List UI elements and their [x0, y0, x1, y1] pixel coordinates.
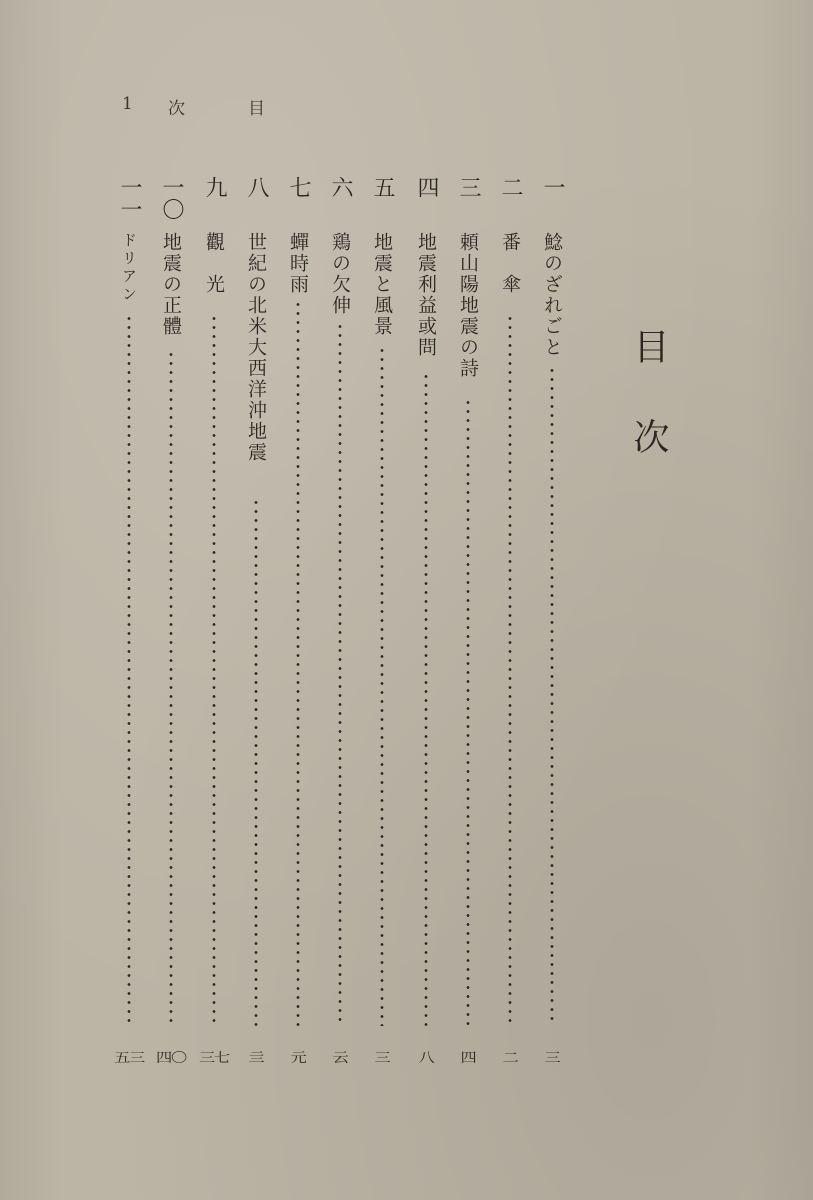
toc-entry-number: 一一 — [117, 176, 142, 220]
toc-leader-dots — [380, 346, 384, 1026]
toc-entry — [495, 176, 525, 1066]
toc-leader-dots — [169, 350, 173, 1026]
toc-leader-dots — [338, 322, 342, 1026]
toc-entry — [114, 176, 144, 1066]
toc-entry-title: 地震利益或問 — [415, 232, 437, 358]
toc-entry-number: 七 — [286, 176, 311, 198]
toc-entry-number: 九 — [202, 176, 227, 198]
toc-entry — [325, 176, 355, 1066]
toc-entry-page: 五三 — [113, 1051, 144, 1066]
toc-entry-page: 四〇 — [155, 1051, 186, 1066]
toc-entry-page: 云 — [332, 1051, 348, 1066]
toc-entry-title: ドリアン — [120, 232, 138, 304]
toc-leader-dots — [212, 314, 216, 1026]
toc-entry-title: 世紀の北米大西洋沖地震 — [245, 232, 267, 463]
toc-entry-page: 三七 — [198, 1051, 229, 1066]
toc-entry-number: 六 — [328, 176, 353, 198]
page-title: 目次 — [628, 328, 669, 508]
toc-entry — [283, 176, 313, 1066]
toc-leader-dots — [466, 398, 470, 1026]
running-header-char: 目 — [248, 99, 265, 119]
toc-entry-page: 八 — [418, 1051, 434, 1066]
toc-entry — [367, 176, 397, 1066]
toc-entry-page: 亖 — [248, 1051, 264, 1066]
toc-entry-title: 地震の正體 — [160, 232, 182, 337]
toc-leader-dots — [296, 300, 300, 1026]
toc-entry-title: 鯰のざれごと — [541, 232, 563, 358]
toc-entry-number: 二 — [498, 176, 523, 198]
toc-entry — [199, 176, 229, 1066]
toc-entry-number: 四 — [414, 176, 439, 198]
toc-entry — [156, 176, 186, 1066]
toc-entry-title: 番 傘 — [499, 232, 521, 295]
toc-entry-title: 地震と風景 — [371, 232, 393, 337]
toc-entry-number: 一 — [540, 176, 565, 198]
toc-entry-number: 三 — [456, 176, 481, 198]
running-header-char: 次 — [168, 99, 185, 119]
toc-entry-page: 三 — [544, 1051, 560, 1066]
toc-entry-page: 元 — [290, 1051, 306, 1066]
toc-entry — [453, 176, 483, 1066]
toc-entry — [411, 176, 441, 1066]
toc-entry-number: 八 — [244, 176, 269, 198]
toc-leader-dots — [127, 314, 131, 1026]
toc-entry — [241, 176, 271, 1066]
toc-leader-dots — [424, 372, 428, 1026]
toc-entry-number: 一〇 — [159, 176, 184, 220]
toc-entry-page: 二 — [502, 1051, 518, 1066]
toc-leader-dots — [508, 314, 512, 1026]
toc-entry-title: 蟬時雨 — [287, 232, 309, 295]
toc-entry — [537, 176, 567, 1066]
running-header-page-number: 1 — [122, 94, 133, 114]
toc-entry-page: 三 — [374, 1051, 390, 1066]
toc-leader-dots — [254, 498, 258, 1026]
toc-entry-page: 四 — [460, 1051, 476, 1066]
toc-entry-number: 五 — [370, 176, 395, 198]
toc-leader-dots — [550, 366, 554, 1026]
toc-entry-title: 鶏の欠伸 — [329, 232, 351, 316]
toc-entry-title: 觀 光 — [203, 232, 225, 295]
toc-entry-title: 頼山陽地震の詩 — [457, 232, 479, 379]
